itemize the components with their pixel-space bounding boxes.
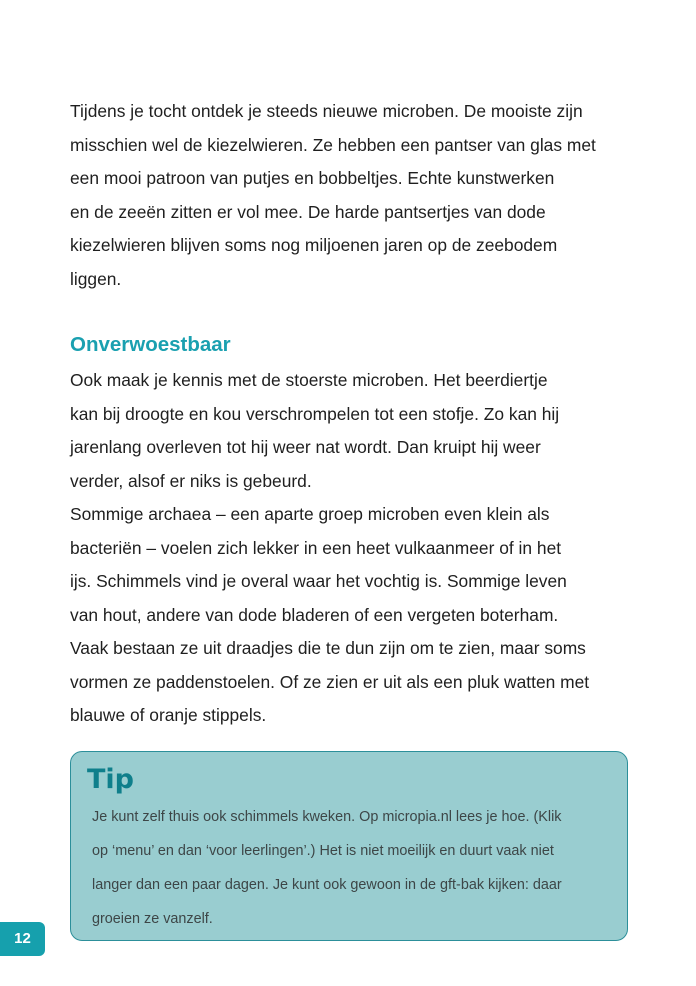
page-number-badge: 12 (0, 922, 45, 956)
text-line: liggen. (70, 268, 122, 289)
tip-title: Tip (87, 764, 134, 795)
text-line: bacteriën – voelen zich lekker in een heet vulkaanmeer of in het (70, 537, 562, 558)
body-paragraph (70, 364, 650, 733)
text-line: jarenlang overleven tot hij weer nat wordt. Dan kruipt hij weer (70, 437, 541, 457)
text-line: een mooi patroon van putjes en bobbeltjes. Echte kunstwerken (70, 168, 555, 188)
text-line: van hout, andere van dode bladeren of een vergeten boterham. (70, 604, 559, 625)
text-line: kan bij droogte en kou verschrompelen tot een stofje. Zo kan hij (70, 403, 560, 424)
text-line: Vaak bestaan ze uit draadjes die te dun zijn om te zien, maar soms (70, 638, 586, 658)
tip-line: langer dan een paar dagen. Je kunt ook gewoon in de gft-bak kijken: daar (92, 877, 562, 893)
text-line: blauwe of oranje stippels. (70, 705, 267, 725)
text-line: en de zeeën zitten er vol mee. De harde pantsertjes van dode (70, 201, 546, 222)
text-line: verder, alsof er niks is gebeurd. (70, 470, 312, 491)
text-line: ijs. Schimmels vind je overal waar het vochtig is. Sommige leven (70, 571, 567, 591)
section-heading: Onverwoestbaar (70, 333, 231, 356)
tip-text (92, 800, 622, 936)
text-line: misschien wel de kiezelwieren. Ze hebben een pantser van glas met (70, 134, 596, 155)
text-line: vormen ze paddenstoelen. Of ze zien er uit als een pluk watten met (70, 671, 590, 692)
tip-line: Je kunt zelf thuis ook schimmels kweken. Op micropia.nl lees je hoe. (Klik (92, 809, 562, 825)
tip-box (70, 751, 628, 941)
text-line: Tijdens je tocht ontdek je steeds nieuwe microben. De mooiste zijn (70, 101, 583, 121)
text-line: kiezelwieren blijven soms nog miljoenen jaren op de zeebodem (70, 235, 558, 255)
intro-paragraph (70, 95, 650, 296)
tip-line: op ‘menu’ en dan ‘voor leerlingen’.) Het is niet moeilijk en duurt vaak niet (92, 843, 554, 859)
text-line: Ook maak je kennis met de stoerste microben. Het beerdiertje (70, 370, 548, 390)
tip-line: groeien ze vanzelf. (92, 911, 213, 927)
text-line: Sommige archaea – een aparte groep microben even klein als (70, 504, 550, 524)
